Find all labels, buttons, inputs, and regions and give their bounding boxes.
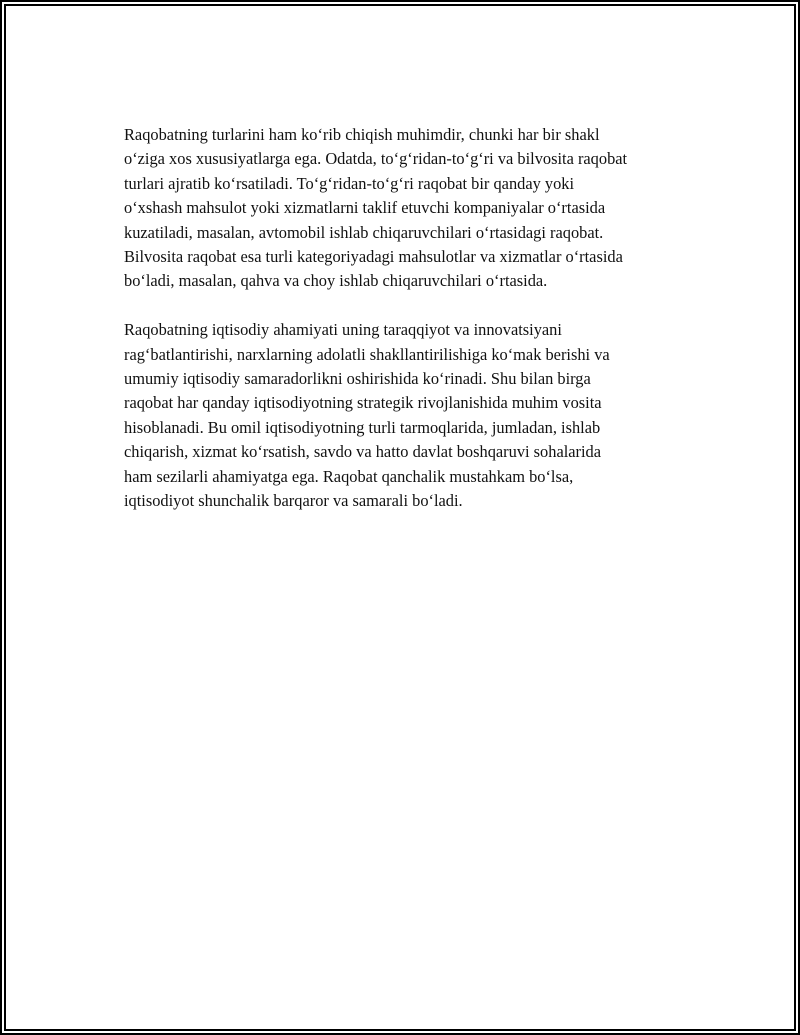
text-line: hisoblanadi. Bu omil iqtisodiyotning turli tarmoqlarida, jumladan, ishlab: [124, 417, 601, 437]
text-line: Bilvosita raqobat esa turli kategoriyadagi mahsulotlar va xizmatlar o‘rtasida: [124, 247, 623, 267]
text-line: kuzatiladi, masalan, avtomobil ishlab chiqaruvchilari o‘rtasidagi raqobat.: [124, 222, 604, 242]
text-line: iqtisodiyot shunchalik barqaror va samarali bo‘ladi.: [124, 491, 463, 511]
text-line: Raqobatning iqtisodiy ahamiyati uning taraqqiyot va innovatsiyani: [124, 320, 562, 340]
text-line: ham sezilarli ahamiyatga ega. Raqobat qanchalik mustahkam bo‘lsa,: [124, 466, 574, 486]
text-line: rag‘batlantirishi, narxlarning adolatli shakllantirilishiga ko‘mak berishi va: [124, 344, 610, 364]
text-line: chiqarish, xizmat ko‘rsatish, savdo va hatto davlat boshqaruvi sohalarida: [124, 442, 602, 462]
paragraph-economic-significance: [124, 318, 702, 513]
text-line: o‘ziga xos xususiyatlarga ega. Odatda, to‘g‘ridan-to‘g‘ri va bilvosita raqobat: [124, 149, 628, 169]
text-line: umumiy iqtisodiy samaradorlikni oshirishida ko‘rinadi. Shu bilan birga: [124, 369, 591, 389]
text-line: raqobat har qanday iqtisodiyotning strategik rivojlanishida muhim vosita: [124, 393, 602, 413]
document-body: [124, 123, 702, 513]
text-line: bo‘ladi, masalan, qahva va choy ishlab chiqaruvchilari o‘rtasida.: [124, 271, 548, 291]
text-line: turlari ajratib ko‘rsatiladi. To‘g‘ridan-to‘g‘ri raqobat bir qanday yoki: [124, 173, 575, 193]
text-line: o‘xshash mahsulot yoki xizmatlarni taklif etuvchi kompaniyalar o‘rtasida: [124, 198, 606, 218]
paragraph-competition-types: [124, 123, 702, 294]
text-line: Raqobatning turlarini ham ko‘rib chiqish muhimdir, chunki har bir shakl: [124, 125, 600, 144]
